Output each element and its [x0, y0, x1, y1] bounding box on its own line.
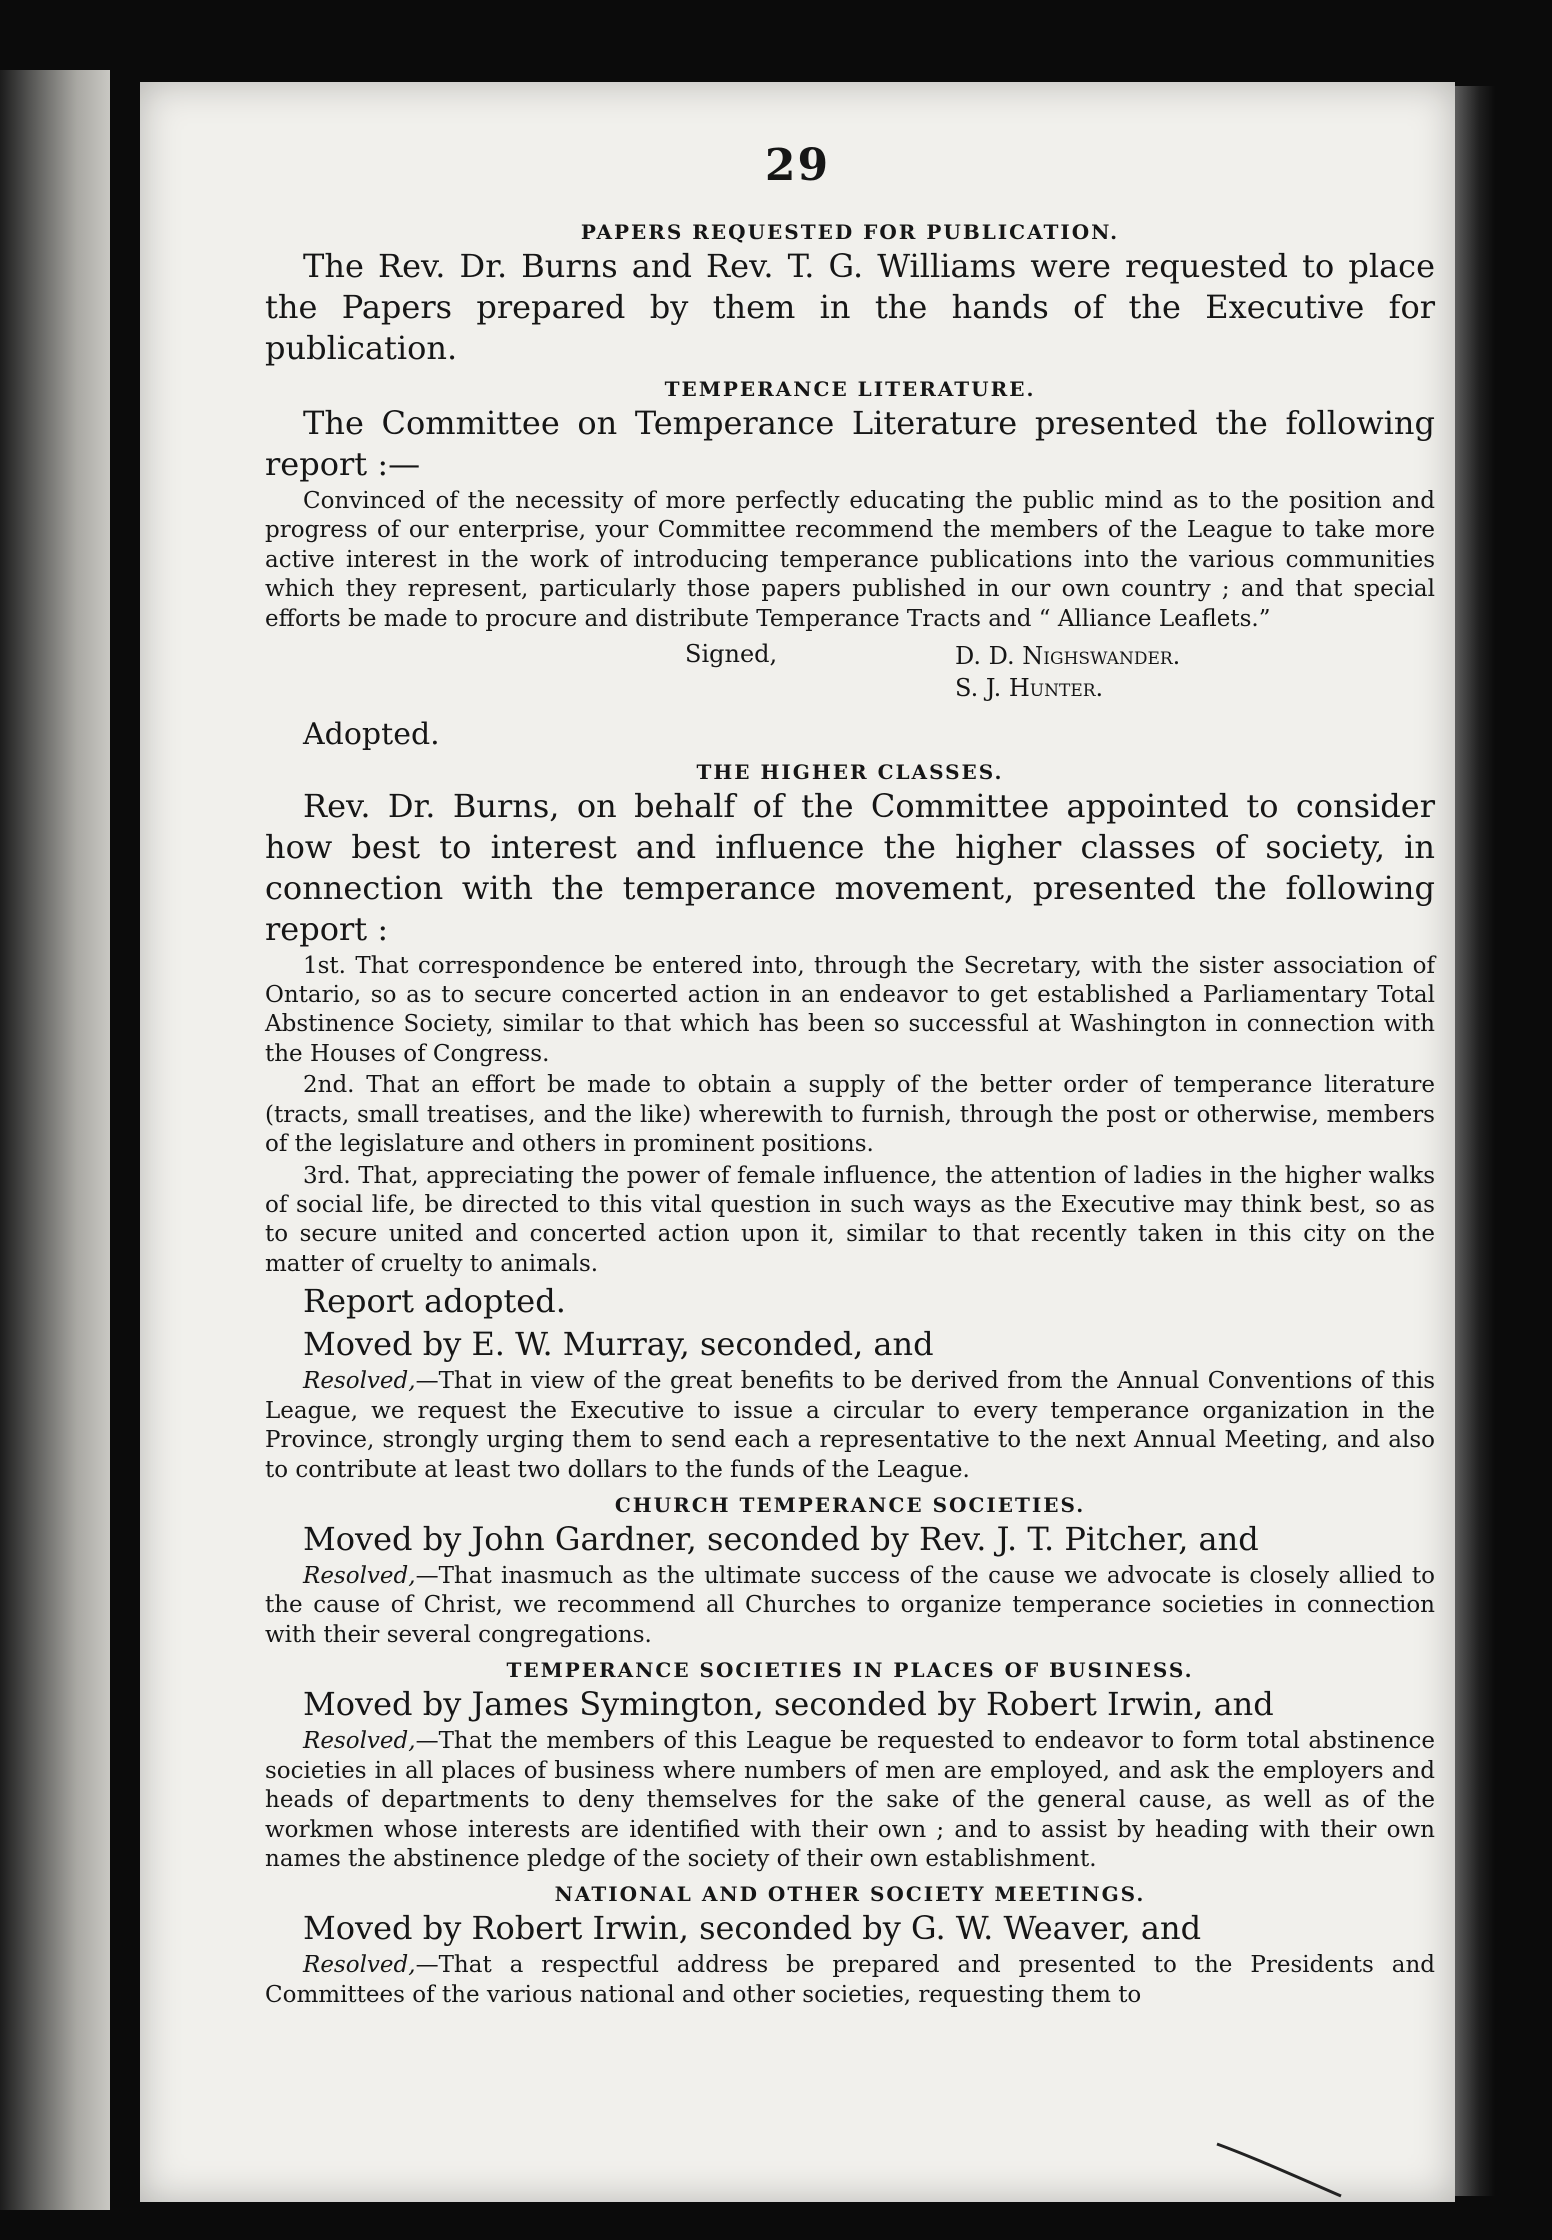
higher-intro: Rev. Dr. Burns, on behalf of the Committee appointed to consider how best to interest and influence the higher classes of society, in connection with the temperance movement, presented the following report : — [265, 786, 1435, 948]
signature-block — [265, 640, 1435, 705]
national-resolution — [265, 1951, 1435, 2010]
pen-stroke-mark — [1215, 2140, 1345, 2200]
scan-right-edge — [1455, 86, 1495, 2196]
church-resolution — [265, 1562, 1435, 1650]
higher-item-1: 1st. That correspondence be entered into, through the Secretary, with the sister association of Ontario, so as to secure concerted action in an endeavor to get established a Parliamentary Total Abstinence Society, similar to that which has been so successful at Washington in connection with the Houses of Congress. — [265, 952, 1435, 1067]
signer-2: S. J. Hunter. — [955, 674, 1104, 703]
resolved-label: Resolved, — [303, 1952, 416, 1979]
higher-resolution — [265, 1367, 1435, 1485]
resolved-label: Resolved, — [303, 1562, 416, 1589]
heading-church: CHURCH TEMPERANCE SOCIETIES. — [614, 1493, 1086, 1518]
signer-1: D. D. Nighswander. — [955, 641, 1181, 670]
page-number: 29 — [764, 140, 831, 191]
heading-papers: PAPERS REQUESTED FOR PUBLICATION. — [580, 220, 1120, 244]
signed-label: Signed, — [685, 639, 778, 668]
resolved-text: —That a respectful address be prepared and presented to the Presidents and Committees of the various national and other societies, requesting them to — [265, 1952, 1435, 2008]
literature-report: Convinced of the necessity of more perfectly educating the public mind as to the position and progress of our enterprise, your Committee recommend the members of the League to take more active interest in the work of introducing temperance publications into the various communities which they represent, particularly those papers published in our own country ; and that special efforts be made to procure and distribute Temperance Tracts and “ Alliance Leaflets.” — [265, 487, 1435, 632]
higher-report-adopted: Report adopted. — [303, 1282, 566, 1321]
signers — [955, 640, 1180, 705]
page-content — [265, 212, 1435, 2012]
resolved-label: Resolved, — [303, 1368, 416, 1395]
scan-left-edge — [0, 70, 110, 2210]
literature-intro: The Committee on Temperance Literature presented the following report :— — [265, 403, 1435, 483]
papers-text: The Rev. Dr. Burns and Rev. T. G. Williams were requested to place the Papers prepared by them in the hands of the Executive for publication. — [265, 247, 1435, 367]
business-resolution — [265, 1727, 1435, 1874]
higher-item-3: 3rd. That, appreciating the power of female influence, the attention of ladies in the higher walks of social life, be directed to this vital question in such ways as the Executive may think best, so as to secure united and concerted action upon it, similar to that recently taken in this city on the matter of cruelty to animals. — [265, 1162, 1435, 1277]
higher-moved: Moved by E. W. Murray, seconded, and — [303, 1325, 934, 1364]
national-moved: Moved by Robert Irwin, seconded by G. W. Weaver, and — [303, 1909, 1202, 1948]
church-moved: Moved by John Gardner, seconded by Rev. J. T. Pitcher, and — [303, 1520, 1259, 1559]
resolved-text: —That inasmuch as the ultimate success of the cause we advocate is closely allied to the cause of Christ, we recommend all Churches to organize temperance societies in connection with their several congregations. — [265, 1562, 1435, 1648]
document-page — [140, 82, 1455, 2202]
resolved-label: Resolved, — [303, 1728, 416, 1755]
heading-literature: TEMPERANCE LITERATURE. — [664, 376, 1036, 401]
literature-adopted: Adopted. — [303, 716, 440, 752]
resolved-text: —That in view of the great benefits to be derived from the Annual Conventions of this League, we request the Executive to issue a circular to every temperance organization in the Province, strongly urging them to send each a representative to the next Annual Meeting, and also to contribute at least two dollars to the funds of the League. — [265, 1368, 1435, 1483]
heading-national: NATIONAL AND OTHER SOCIETY MEETINGS. — [554, 1882, 1146, 1907]
heading-business: TEMPERANCE SOCIETIES IN PLACES OF BUSINESS. — [506, 1658, 1194, 1683]
heading-higher-classes: THE HIGHER CLASSES. — [696, 759, 1004, 784]
higher-item-2: 2nd. That an effort be made to obtain a supply of the better order of temperance literature (tracts, small treatises, and the like) wherewith to furnish, through the post or otherwise, members of the legislature and others in prominent positions. — [265, 1072, 1435, 1158]
business-moved: Moved by James Symington, seconded by Robert Irwin, and — [303, 1685, 1274, 1724]
resolved-text: —That the members of this League be requested to endeavor to form total abstinence societies in all places of business where numbers of men are employed, and ask the employers and heads of departments to deny themselves for the sake of the general cause, as well as of the workmen whose interests are identified with their own ; and to assist by heading with their own names the abstinence pledge of the society of their own establishment. — [265, 1728, 1435, 1872]
